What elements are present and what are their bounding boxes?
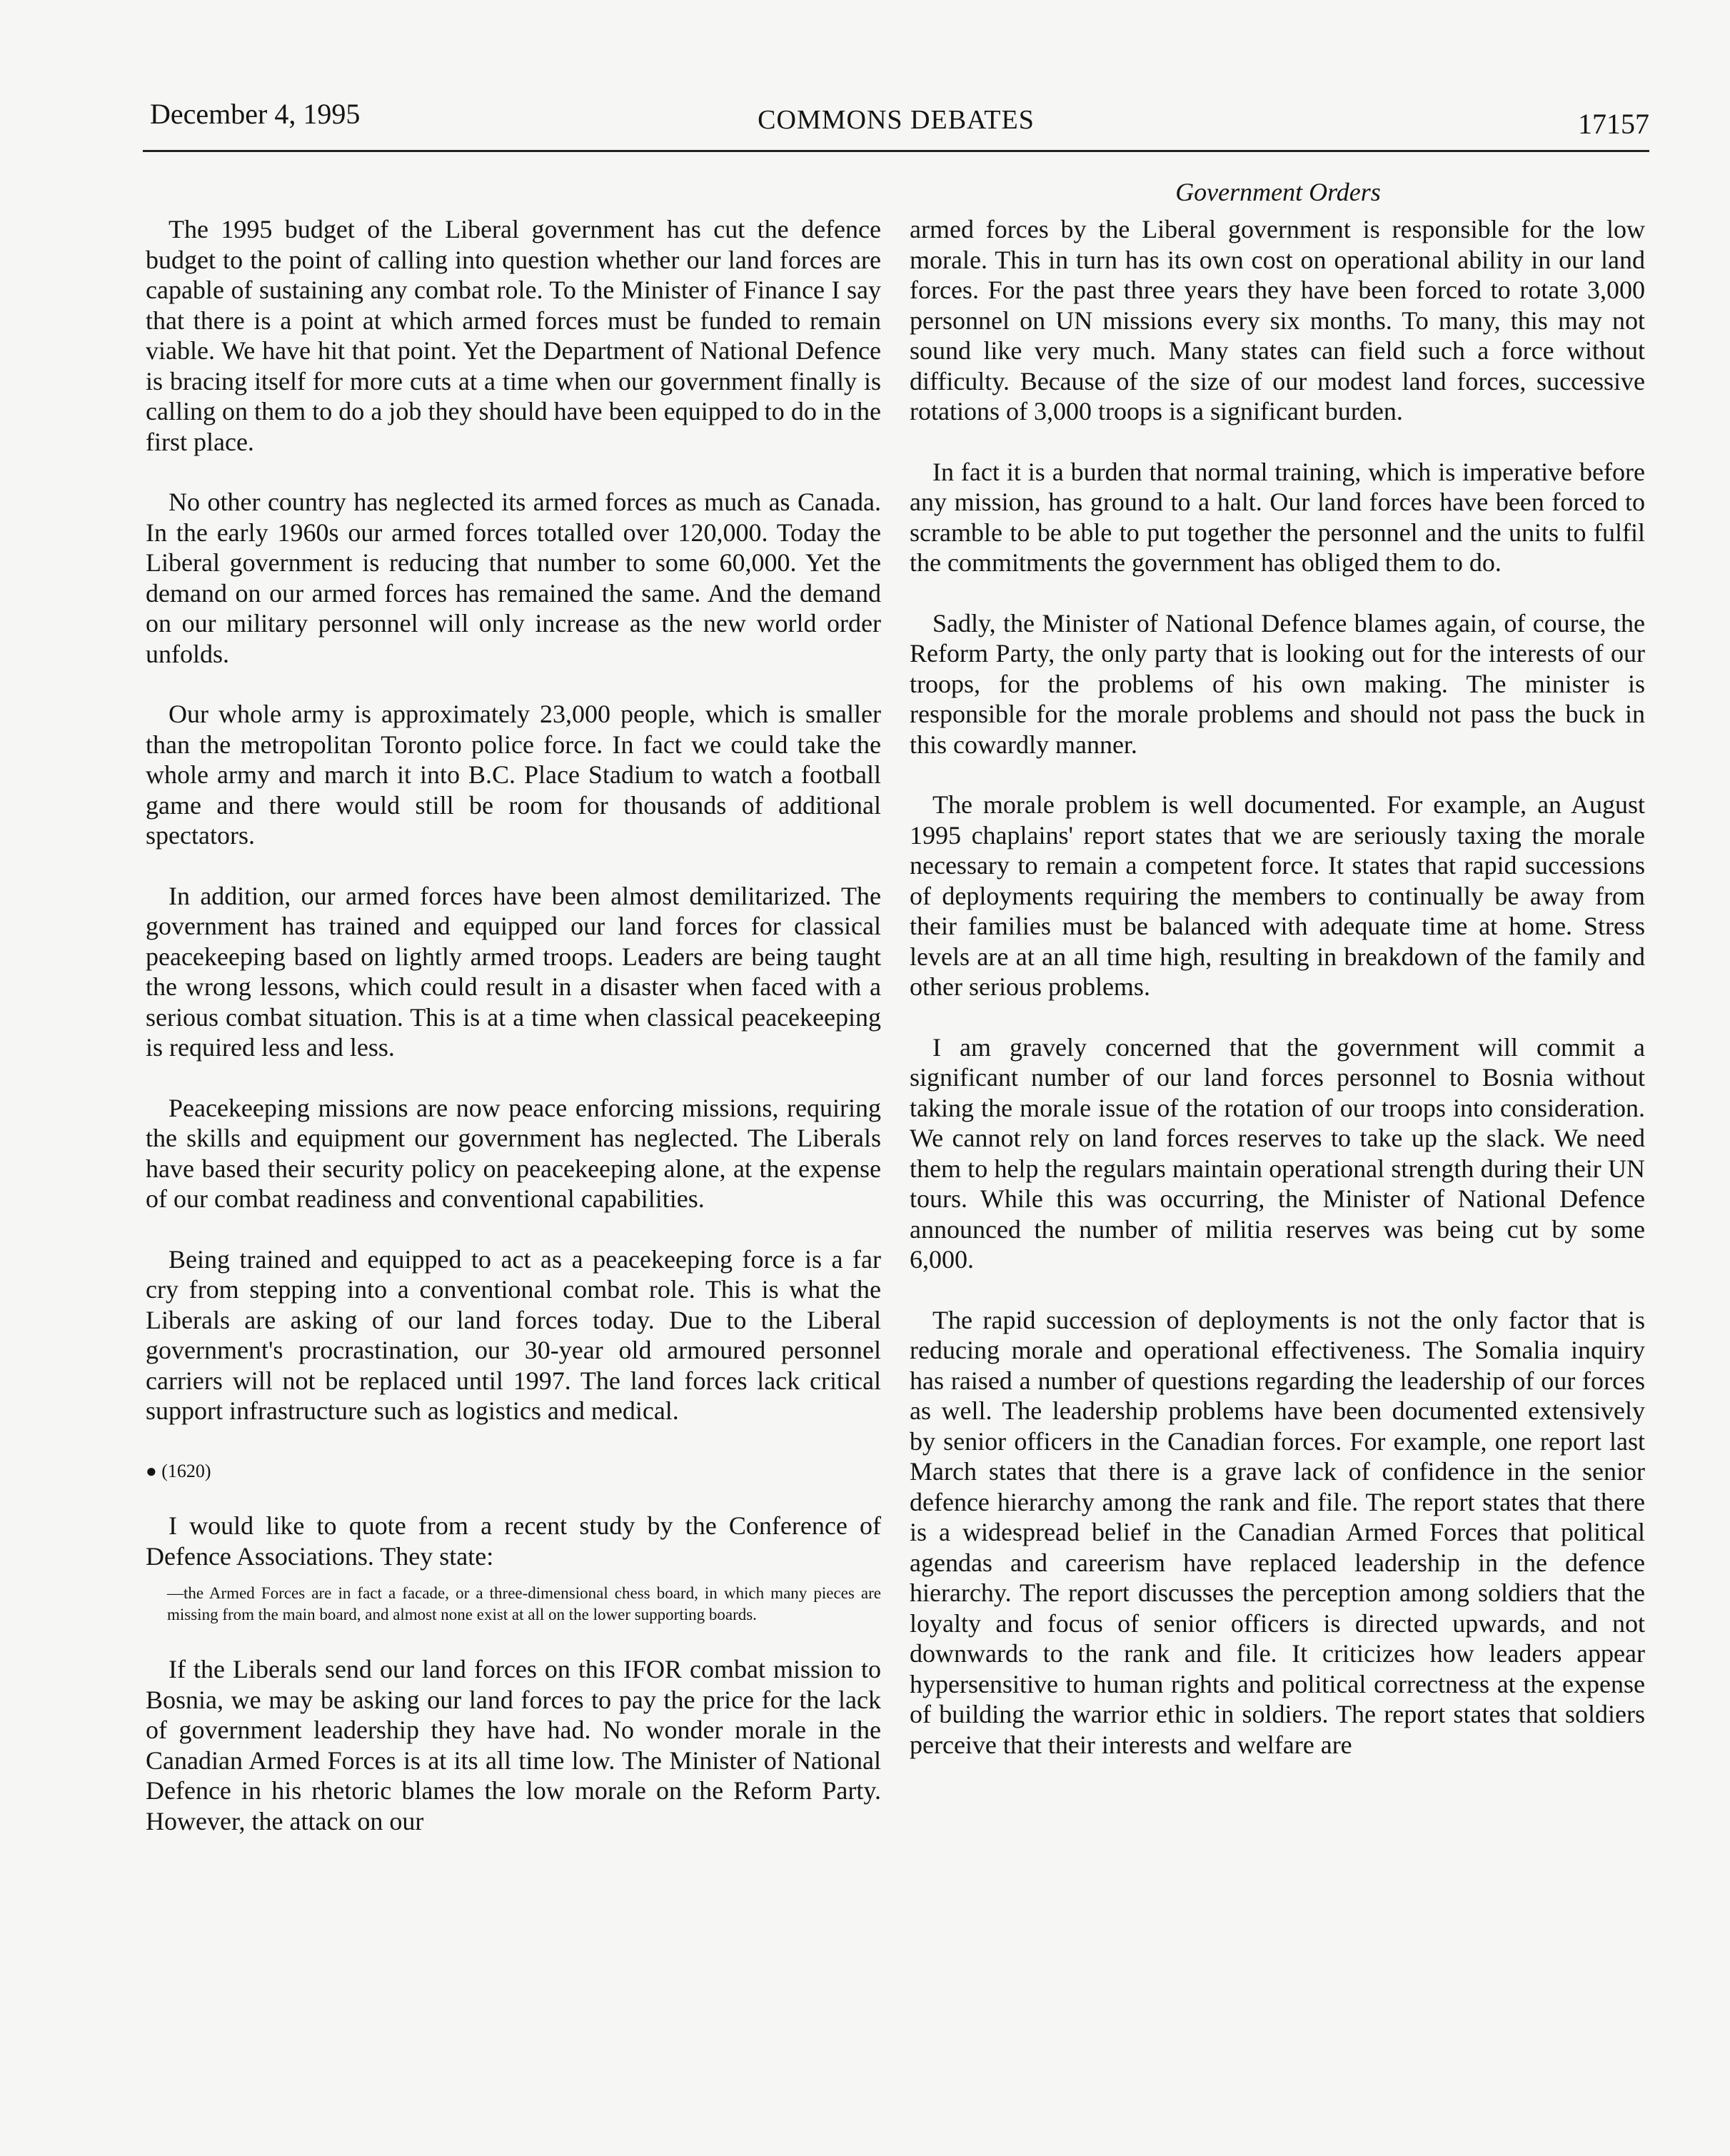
paragraph: The rapid succession of deployments is not the only factor that is reducing morale and operational effectiveness. The Somalia inquiry has raised a number of questions regarding the leadership of our forces as well. The leadership problems have been documented extensively by senior officers in the Canadian forces. For example, one report last March states that there is a grave lack of confidence in the senior defence hierarchy among the rank and file. The report states that there is a widespread belief in the Canadian Armed Forces that political agendas and careerism have replaced leadership in the defence hierarchy. The report discusses the perception among soldiers that the loyalty and focus of senior officers is directed upwards, and not downwards to the rank and file. It criticizes how leaders appear hypersensitive to human rights and political correctness at the expense of building the warrior ethic in soldiers. The report states that soldiers perceive that their interests and welfare are <box>910 1305 1645 1759</box>
right-column <box>910 214 1645 1790</box>
paragraph: In addition, our armed forces have been almost demilitarized. The government has trained and equipped our land forces for classical peacekeeping based on lightly armed troops. Leaders are being taught the wrong lessons, which could result in a disaster when faced with a serious combat situation. This is at a time when classical peacekeeping is required less and less. <box>146 881 881 1062</box>
paragraph: In fact it is a burden that normal training, which is imperative before any mission, has ground to a halt. Our land forces have been forced to scramble to be able to put together the personnel and the units to fulfil the commitments the government has obliged them to do. <box>910 457 1645 577</box>
paragraph: The morale problem is well documented. For example, an August 1995 chaplains' report states that we are seriously taxing the morale necessary to remain a competent force. It states that rapid successions of deployments requiring the members to continually be away from their families must be balanced with adequate time at home. Stress levels are at an all time high, resulting in breakdown of the family and other serious problems. <box>910 790 1645 1001</box>
left-column <box>146 214 881 1866</box>
header-title: COMMONS DEBATES <box>758 105 1035 135</box>
paragraph-continued: armed forces by the Liberal government is responsible for the low morale. This in turn has its own cost on operational ability in our land forces. For the past three years they have been forced to rotate 3,000 personnel on UN missions every six months. To many, this may not sound like very much. Many states can field such a force without difficulty. Because of the size of our modest land forces, successive rotations of 3,000 troops is a significant burden. <box>910 215 1645 425</box>
time-marker <box>146 1456 881 1487</box>
bullet-icon: ● <box>146 1460 157 1481</box>
paragraph: I would like to quote from a recent study by the Conference of Defence Associations. They state: <box>146 1511 881 1571</box>
header-page-number: 17157 <box>1578 108 1649 140</box>
paragraph: I am gravely concerned that the government will commit a significant number of our land forces personnel to Bosnia without taking the morale issue of the rotation of our troops into consideration. We cannot rely on land forces reserves to take up the slack. We need them to help the regulars maintain operational strength during their UN tours. While this was occurring, the Minister of National Defence announced the number of militia reserves was being cut by some 6,000. <box>910 1032 1645 1274</box>
paragraph: The 1995 budget of the Liberal government has cut the defence budget to the point of calling into question whether our land forces are capable of sustaining any combat role. To the Minister of Finance I say that there is a point at which armed forces must be funded to remain viable. We have hit that point. Yet the Department of National Defence is bracing itself for more cuts at a time when our government finally is calling on them to do a job they should have been equipped to do in the first place. <box>146 215 881 456</box>
page-header <box>143 71 1649 143</box>
paragraph: Peacekeeping missions are now peace enforcing missions, requiring the skills and equipment our government has neglected. The Liberals have based their security policy on peacekeeping alone, at the expense of our combat readiness and conventional capabilities. <box>146 1093 881 1213</box>
document-page <box>143 71 1649 2142</box>
header-rule <box>143 150 1649 152</box>
section-title: Government Orders <box>1175 178 1381 206</box>
block-quote: —the Armed Forces are in fact a facade, or a three-dimensional chess board, in which many pieces are missing from the main board, and almost none exist at all on the lower supporting boards. <box>167 1584 881 1623</box>
header-date: December 4, 1995 <box>150 98 361 130</box>
paragraph: Our whole army is approximately 23,000 people, which is smaller than the metropolitan Toronto police force. In fact we could take the whole army and march it into B.C. Place Stadium to watch a football game and there would still be room for thousands of additional spectators. <box>146 700 881 850</box>
paragraph: Being trained and equipped to act as a peacekeeping force is a far cry from stepping into a conventional combat role. This is what the Liberals are asking of our land forces today. Due to the Liberal government's procrastination, our 30-year old armoured personnel carriers will not be replaced until 1997. The land forces lack critical support infrastructure such as logistics and medical. <box>146 1244 881 1425</box>
paragraph: No other country has neglected its armed forces as much as Canada. In the early 1960s our armed forces totalled over 120,000. Today the Liberal government is reducing that number to some 60,000. Yet the demand on our armed forces has remained the same. And the demand on our military personnel will only increase as the new world order unfolds. <box>146 488 881 668</box>
time-marker-text: (1620) <box>161 1460 211 1481</box>
paragraph: If the Liberals send our land forces on this IFOR combat mission to Bosnia, we may be asking our land forces to pay the price for the lack of government leadership they have had. No wonder morale in the Canadian Armed Forces is at its all time low. The Minister of National Defence in his rhetoric blames the low morale on the Reform Party. However, the attack on our <box>146 1655 881 1835</box>
paragraph: Sadly, the Minister of National Defence blames again, of course, the Reform Party, the only party that is looking out for the interests of our troops, for the problems of his own making. The minister is responsible for the morale problems and should not pass the buck in this cowardly manner. <box>910 608 1645 759</box>
